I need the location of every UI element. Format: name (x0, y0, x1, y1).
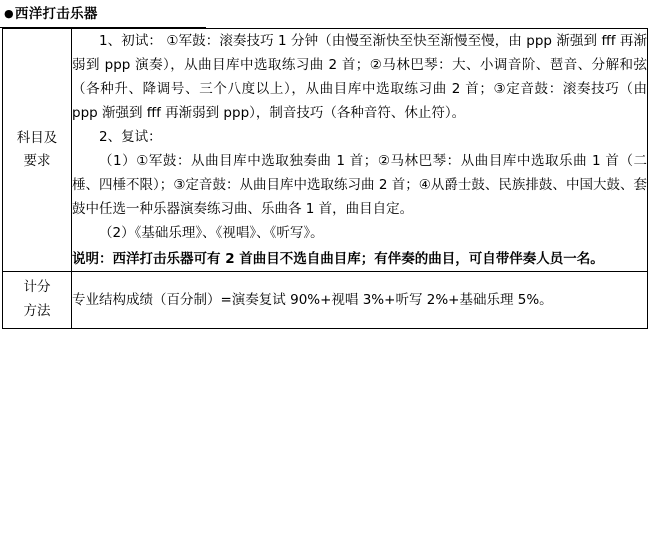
row-label-line: 要求 (23, 153, 51, 170)
paragraph-retest-heading: 2、复试： (99, 129, 162, 146)
row-label-line: 科目及 (16, 129, 58, 146)
row-label-line: 方法 (23, 302, 51, 319)
page-title-text: 西洋打击乐器 (14, 6, 98, 22)
row-label-line: 计分 (23, 279, 51, 296)
note-text: 说明：西洋打击乐器可有 2 首曲目不选自曲目库；有伴奏的曲目，可自带伴奏人员一名。 (72, 251, 604, 268)
paragraph-preliminary: 1、初试： ①军鼓：滚奏技巧 1 分钟（由慢至渐快至快至渐慢至慢，由 ppp 渐强到 fff 再渐弱到 ppp 演奏），从曲目库中选取练习曲 2 首；②马林巴琴：大、小调音阶、琶音、分解和弦（各种升、降调号、三个八度以上），从曲目库中选取练习曲 2 首；③定音鼓：滚奏技巧（由 ppp 渐强到 fff 再渐弱到 ppp），制音技巧（各种音符、休止符）。 (72, 33, 647, 122)
table-row (3, 29, 648, 272)
requirements-table (2, 28, 648, 328)
row-content-scoring (72, 272, 648, 328)
scoring-formula: 专业结构成绩（百分制）=演奏复试 90%+视唱 3%+听写 2%+基础乐理 5%。 (72, 291, 553, 308)
paragraph-retest-item1: （1）①军鼓：从曲目库中选取独奏曲 1 首；②马林巴琴：从曲目库中选取乐曲 1 首（二棰、四棰不限）；③定音鼓：从曲目库中选取练习曲 2 首；④从爵士鼓、民族排鼓、中国大鼓、套鼓中任选一种乐器演奏练习曲、乐曲各 1 首，曲目自定。 (72, 153, 647, 218)
paragraph-retest-item2: （2）《基础乐理》、《视唱》、《听写》。 (99, 225, 324, 242)
page-title (0, 0, 650, 27)
row-content-subject (72, 29, 648, 272)
row-label-subject (3, 29, 72, 272)
bullet-icon: ● (4, 7, 14, 20)
table-row (3, 272, 648, 328)
row-label-scoring (3, 272, 72, 328)
